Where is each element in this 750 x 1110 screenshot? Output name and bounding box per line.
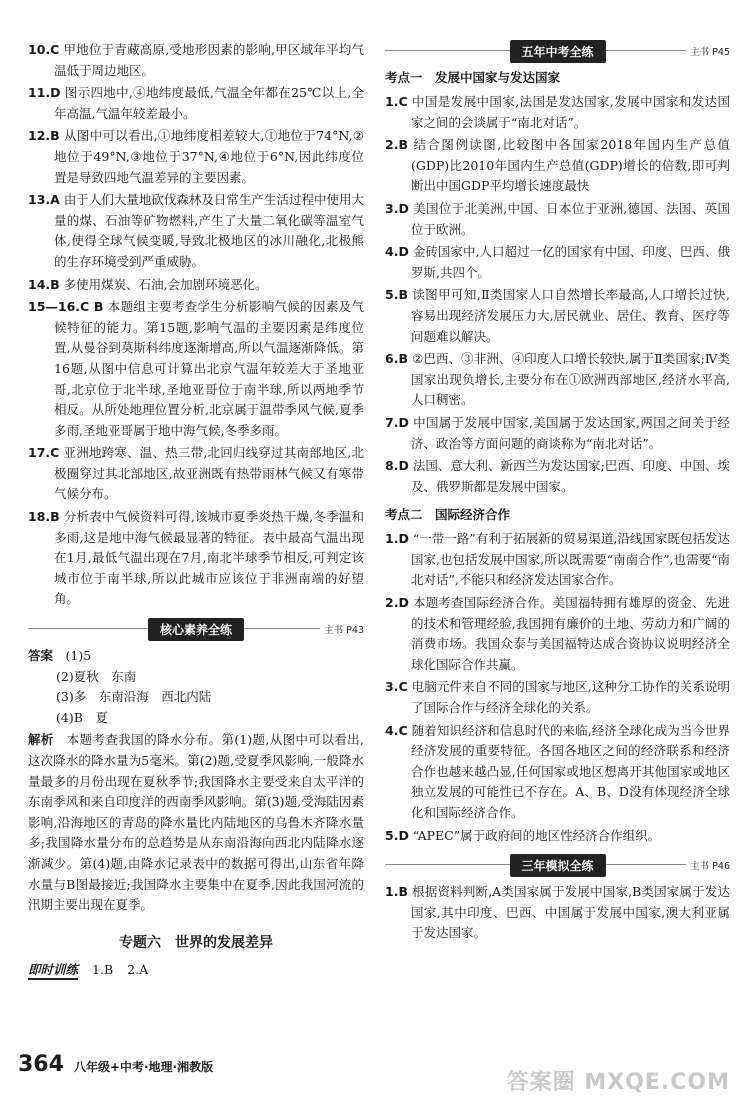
answer-item [28,507,364,610]
answer-key: 18.B [28,509,60,525]
answer-item [28,40,364,81]
answer-item [385,135,730,197]
answer-item [385,285,730,347]
answer-key: 5.B [385,287,408,303]
answer-item [385,529,730,591]
answer-label: 答案 [28,648,54,664]
drill-row [28,960,364,980]
drill-answer: 1.B [92,962,114,978]
answer-item [28,297,364,441]
answer-key: 3.D [385,200,409,216]
answer-item [28,443,364,505]
topic-title: 专题六 世界的发展差异 [119,934,273,951]
answer-item [385,456,730,497]
left-column [28,40,364,980]
answer-line: (3)多 东南沿海 西北内陆 [56,689,212,705]
answer-explanation: 中国属于发展中国家,美国属于发达国家,两国之间关于经济、政治等方面问题的商谈称为“南北对话”。 [411,414,730,451]
answer-key: 2.B [385,137,408,153]
page-number: 364 [18,1052,64,1077]
answer-explanation: 中国是发展中国家,法国是发达国家,发展中国家和发达国家之间的会谈属于“南北对话”。 [411,94,730,130]
answer-explanation: 本题组主要考查学生分析影响气候的因素及气候特征的能力。第15题,影响气温的主要因素是纬度位置,从曼谷到莫斯科纬度逐渐增高,所以气温逐渐降低。第16题,从图中信息可计算出北京气温年较差大于圣地亚哥,北京位于北半球,圣地亚哥位于南半球,所以两地季节相反。从所处地理位置分析,北京属于温带季风气候,夏季多雨,圣地亚哥属于地中海气候,冬季多雨。 [54,299,364,438]
answer-key: 1.B [385,884,408,900]
answer-explanation: 根据资料判断,A类国家属于发展中国家,B类国家属于发达国家,其中印度、巴西、中国属于发展中国家,澳大利亚属于发达国家。 [411,884,730,941]
answer-key: 11.D [28,85,61,101]
answer-item [385,882,730,944]
answer-item [385,593,730,675]
answer-key: 4.D [385,244,409,260]
section-header-three-year [385,854,730,876]
answer-item [385,349,730,411]
answer-key: 14.B [28,276,60,292]
book-title: 八年级+中考·地理·湘教版 [73,1060,214,1074]
answer-line: (1)5 [65,648,92,664]
answer-key: 1.D [385,531,409,547]
answer-explanation: 结合图例读图,比较图中各国家2018年国内生产总值(GDP)比2010年国内生产总值(GDP)增长的倍数,即可判断出中国GDP平均增长速度最快 [411,137,730,194]
topic-heading: 考点一 发展中国家与发达国家 [385,70,561,85]
answer-explanation: 由于人们大量地砍伐森林及日常生产生活过程中使用大量的煤、石油等矿物燃料,产生了大量二氧化碳等温室气体,使得全球气候变暖,导致北极地区的冰川融化,北极熊的生存环境受到严重威胁。 [54,192,364,269]
answer-item [28,275,364,296]
answer-item [385,242,730,283]
answer-item [28,126,364,188]
answer-explanation: 金砖国家中,人口超过一亿的国家有中国、印度、巴西、俄罗斯,共四个。 [411,244,730,280]
page-footer [18,1052,213,1077]
section-header-five-year [385,40,730,62]
analysis-label: 解析 [28,732,54,748]
answer-key: 17.C [28,445,60,461]
answer-explanation: 读图甲可知,Ⅱ类国家人口自然增长率最高,人口增长过快,容易出现经济发展压力大,居民就业、居住、教育、医疗等问题难以解决。 [411,287,730,344]
answer-list-topic1 [385,92,730,497]
answer-explanation: 亚洲地跨寒、温、热三带,北回归线穿过其南部地区,北极圈穿过其北部地区,故亚洲既有热带雨林气候又有寒带气候分布。 [54,445,364,502]
answer-explanation: 从图中可以看出,①地纬度相差较大,①地位于74°N,②地位于49°N,③地位于37°N,④地位于6°N,因此纬度位置是导致四地气温差异的主要因素。 [54,128,364,185]
section-ref: 主书 P45 [686,44,730,58]
analysis-text: 本题考查我国的降水分布。第(1)题,从图中可以看出,这次降水的降水量为5毫米。第(2)题,受夏季风影响,一般降水量最多的月份出现在夏秋季节;我国降水主要受来自太平洋的东南季风和来自印度洋的西南季风影响。第(3)题,受海陆因素影响,沿海地区的青岛的降水量比内陆地区的乌鲁木齐降水量多;我国降水量分布的总趋势是从东南沿海向西北内陆降水逐渐减少。第(4)题,由降水记录表中的数据可得出,山东省年降水量与B图最接近;我国降水主要集中在夏季,因此我国河流的汛期主要出现在夏季。 [28,732,364,913]
answer-key: 1.C [385,94,408,109]
answer-explanation: 随着知识经济和信息时代的来临,经济全球化成为当今世界经济发展的重要特征。各国各地区之间的经济联系和经济合作也越来越凸显,任何国家或地区想离开其他国家或地区独立发展的可能性已不存在。A、B、D没有体现经济全球化和国际经济合作。 [411,722,730,820]
answer-list-topic2 [385,529,730,846]
answer-block [28,646,364,916]
answer-explanation: ②巴西、③非洲、④印度人口增长较快,属于Ⅱ类国家;Ⅳ类国家出现负增长,主要分布在①欧洲西部地区,经济水平高,人口稠密。 [411,351,730,408]
section-label: 三年模拟全练 [509,854,605,877]
drill-label: 即时训练 [28,960,78,980]
section-ref: 主书 P43 [320,622,364,636]
answer-explanation: 甲地位于青藏高原,受地形因素的影响,甲区域年平均气温低于周边地区。 [54,42,364,78]
answer-explanation: 电脑元件来自不同的国家与地区,这种分工协作的关系说明了国际合作与经济全球化的关系。 [411,679,730,716]
section-ref: 主书 P46 [686,858,730,872]
answer-item [385,413,730,454]
topic-heading: 考点二 国际经济合作 [385,507,511,523]
answer-key: 8.D [385,458,409,474]
answer-item [385,826,730,847]
answer-line: (2)夏秋 东南 [56,668,137,684]
answer-key: 12.B [28,128,60,144]
answer-explanation: 美国位于北美洲,中国、日本位于亚洲,德国、法国、英国位于欧洲。 [411,200,730,237]
answer-explanation: 分析表中气候资料可得,该城市夏季炎热干燥,冬季温和多雨,这是地中海气候最显著的特征。表中最高气温出现在1月,最低气温出现在7月,南北半球季节相反,可判定该城市位于南半球,所以此城市应该位于非洲南端的好望角。 [54,509,364,607]
answer-item [385,199,730,240]
watermark: 答案圈 MXQE.COM [506,1070,730,1095]
answer-item [385,92,730,133]
drill-answer: 2.A [127,962,149,978]
section-header-core [28,618,364,640]
answer-key: 6.B [385,351,408,367]
answer-explanation: 法国、意大利、新西兰为发达国家;巴西、印度、中国、埃及、俄罗斯都是发展中国家。 [411,458,730,494]
answer-key: 5.D [385,827,409,843]
answer-key: 3.C [385,679,408,695]
answer-item [28,83,364,124]
answer-list-topic3 [385,882,730,944]
answer-explanation: 本题考查国际经济合作。美国福特拥有雄厚的资金、先进的技术和管理经验,我国拥有廉价的土地、劳动力和广阔的消费市场。我国众泰与美国福特达成合资协议说明经济全球化国际合作共赢。 [411,595,730,672]
answer-key: 15—16.C B [28,299,104,315]
section-label: 五年中考全练 [509,40,605,63]
answer-explanation: “APEC”属于政府间的地区性经济合作组织。 [412,827,661,843]
answer-explanation: 图示四地中,④地纬度最低,气温全年都在25℃以上,全年高温,气温年较差最小。 [54,85,364,121]
answer-key: 13.A [28,192,60,208]
answer-key: 2.D [385,595,409,611]
answer-key: 4.C [385,722,408,738]
right-column [385,40,730,946]
answer-item [385,721,730,824]
answer-list-weather [28,40,364,610]
answer-key: 10.C [28,42,60,57]
section-label: 核心素养全练 [148,618,244,641]
answer-line: (4)B 夏 [56,709,108,725]
answer-explanation: 多使用煤炭、石油,会加剧环境恶化。 [63,276,268,292]
answer-explanation: “一带一路”有利于拓展新的贸易渠道,沿线国家既包括发达国家,也包括发展中国家,所以既需要“南南合作”,也需要“南北对话”,不能只和经济发达国家合作。 [411,531,730,588]
answer-item [385,677,730,718]
answer-key: 7.D [385,414,409,430]
answer-item [28,190,364,272]
